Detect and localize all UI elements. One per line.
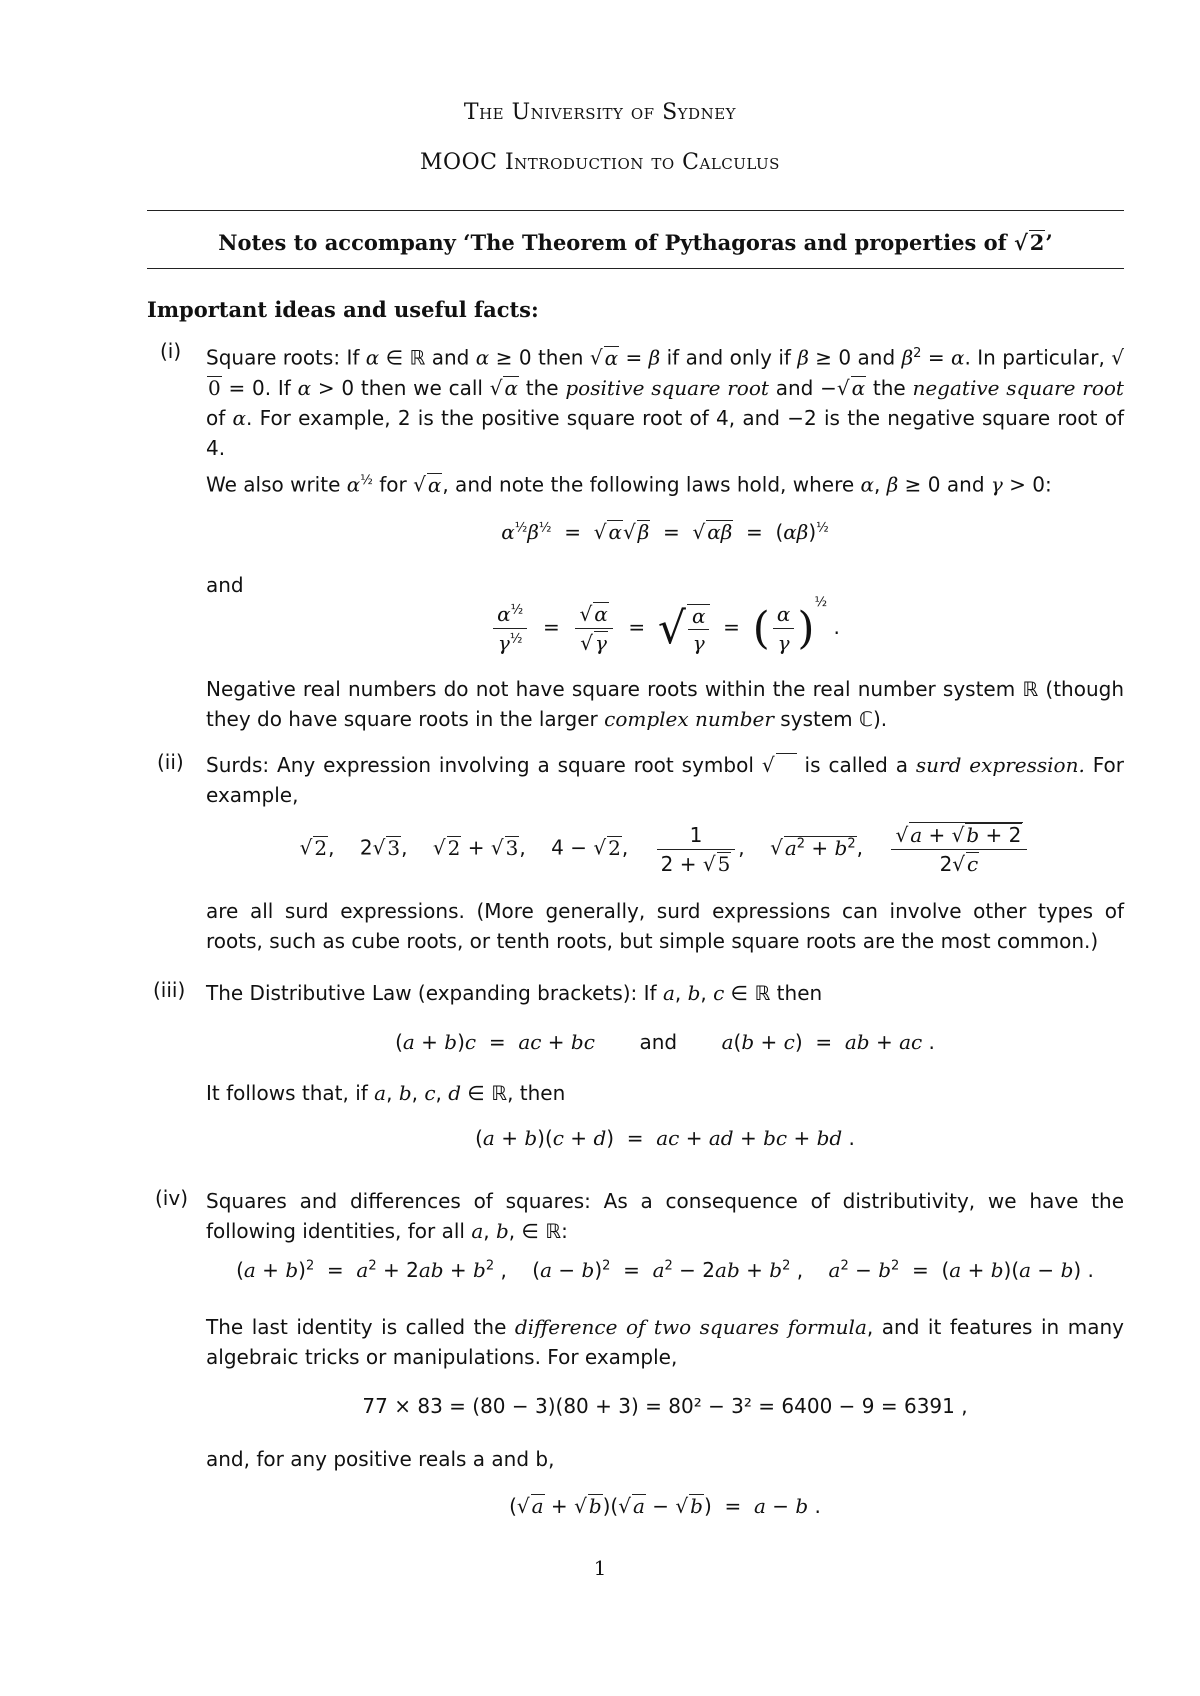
item-i-negative xyxy=(206,674,1124,734)
distributive-expansion: (a + b)(c + d) = ac + ad + bc + bd . xyxy=(475,1126,855,1150)
item-i-paragraph: Square roots: If α ∈ ℝ and α ≥ 0 then √ α = β if and only if β ≥ 0 and $\beta^2 = \alpha$. In particular, √0 = 0. If α > 0 then we call √ α the positive square root and −√ α the negative square root of α. For example, 2 is the positive square root of 4, and −2 is the negative square root of 4. xyxy=(206,345,1124,460)
negative-end: system ℂ). xyxy=(773,707,888,731)
square-identities: $(a + b)^2 = a^2 + 2ab + b^2$ , $(a - b)^2 = a^2 - 2ab + b^2$ , $a^2 - b^2 = (a + b)(a - b)$ . xyxy=(236,1258,1094,1282)
and-label: and xyxy=(206,573,244,597)
notes-title-end: ’ xyxy=(1045,230,1053,255)
surd-intro-a: Surds: Any expression involving a square root symbol xyxy=(206,753,762,777)
surd-intro-b: is called a xyxy=(796,753,916,777)
surd-intro-c: For example, xyxy=(206,753,1124,807)
negative-text: Negative real numbers do not have square roots within the real number system ℝ (though they do have square roots in the larger xyxy=(206,677,1124,731)
notes-title: Notes to accompany ‘The Theorem of Pythagoras and properties of √2’ xyxy=(218,230,1053,255)
bottom-rule xyxy=(147,268,1124,269)
surd-intro-em: surd expression. xyxy=(915,753,1085,777)
distributive-then: then xyxy=(770,981,823,1005)
distributive-law: (a + b)c = ac + bc and a(b + c) = ab + ac . xyxy=(395,1030,935,1054)
law-quotient: $\frac{\alpha^{\frac{1}{2}}}{\gamma^{\frac{1}{2}}}$ = $\frac{√ \alpha}{√ \gamma}$ = √ $\frac{\alpha}{\gamma}$ = ( $\frac{\alpha}{\gamma}$ )$^{\frac{1}{2}}$ . xyxy=(206,595,1124,665)
last-a: The last identity is called the xyxy=(206,1315,515,1339)
negative-em: complex number xyxy=(604,707,774,731)
distributive-intro: The Distributive Law (expanding brackets): If xyxy=(206,981,663,1005)
difference-of-squares-text xyxy=(206,1312,1124,1372)
item-i-label: (i) xyxy=(160,339,182,363)
distributive-follows: It follows that, if a, b, c, d ∈ ℝ, then xyxy=(206,1081,566,1105)
item-ii-label: (ii) xyxy=(157,750,184,774)
title-sqrt-arg: 2 xyxy=(1029,230,1045,255)
university-name: The University of Sydney xyxy=(463,100,737,125)
follows-then: , then xyxy=(507,1081,566,1105)
follows-text: It follows that, if xyxy=(206,1081,375,1105)
item-i-notation: We also write $\alpha^{\frac{1}{2}}$ for √ α, and note the following laws hold, where α, β ≥ 0 and γ > 0: xyxy=(206,472,1052,497)
course-title: MOOC Introduction to Calculus xyxy=(420,150,780,175)
item-ii-outro: are all surd expressions. (More generally, surd expressions can involve other types of roots, such as cube roots, or tenth roots, but simple square roots are the most common.) xyxy=(206,899,1124,953)
law-product: $\alpha^{\frac{1}{2}}\beta^{\frac{1}{2}}$ = √ α√ β = √ $\alpha\beta = (\alpha\beta)^{\frac{1}{2}}$ xyxy=(501,520,829,544)
notes-title-text: Notes to accompany ‘The Theorem of Pythagoras and properties of xyxy=(218,230,1014,255)
squares-intro: Squares and differences of squares: As a consequence of distributivity, we have the following identities, for all xyxy=(206,1189,1124,1243)
item-ii-paragraph: Surds: Any expression involving a square root symbol √ is called a surd expression. For example, xyxy=(206,753,1124,807)
surd-examples: √ 2, 2√ 3, √ 2 + √ 3, 4 − √ 2, $\frac{1}{2 + √ 5}$ , √ $a^2 + b^2$, $\frac{√ a + √ b + 2}{2√ c}$ xyxy=(206,822,1124,892)
example-calculation: 77 × 83 = (80 − 3)(80 + 3) = 80² − 3² = 6400 − 9 = 6391 , xyxy=(362,1394,968,1418)
item-iv-paragraph: Squares and differences of squares: As a consequence of distributivity, we have the following identities, for all a, b, ∈ ℝ: xyxy=(206,1189,1124,1243)
top-rule xyxy=(147,210,1124,211)
distributive-and: and xyxy=(639,1030,678,1054)
item-iii-paragraph: The Distributive Law (expanding brackets): If a, b, c ∈ ℝ then xyxy=(206,981,823,1005)
last-b: , and it features in many algebraic tricks or manipulations. For example, xyxy=(206,1315,1124,1369)
page-number: 1 xyxy=(593,1556,607,1580)
root-difference-identity: (√ a + √ b)(√ a − √ b) = a − b . xyxy=(509,1494,821,1518)
section-heading: Important ideas and useful facts: xyxy=(147,297,539,322)
item-iii-label: (iii) xyxy=(153,978,186,1002)
item-iv-label: (iv) xyxy=(155,1186,188,1210)
positive-reals-line: and, for any positive reals a and b, xyxy=(206,1447,555,1471)
last-em: difference of two squares formula xyxy=(514,1315,867,1339)
